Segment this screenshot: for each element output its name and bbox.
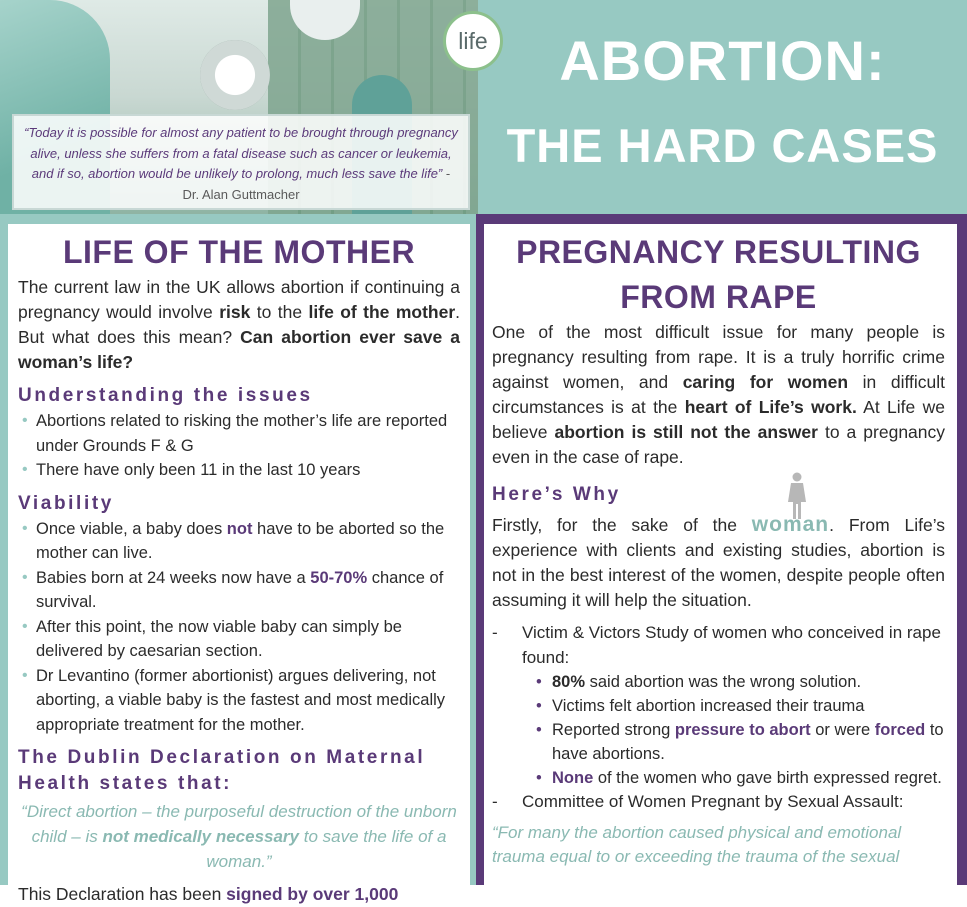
item-text: Once viable, a baby does: [36, 519, 227, 538]
intro-text: The current law in the UK allows abortion if continuing a pregnancy would involve: [18, 277, 460, 322]
intro-emphasis: abortion is still not the answer: [554, 422, 818, 442]
item-text: have to be aborted so the mother can live.: [36, 519, 445, 562]
item-text: chance of survival.: [36, 568, 444, 611]
finding-emphasis: 80%: [552, 673, 586, 691]
woman-icon: [786, 472, 808, 520]
signed-count: signed by over 1,000: [226, 884, 399, 904]
quote-text: “Today it is possible for almost any patient to be brought through pregnancy alive, unless she suffers from a fatal disease such as cancer or leukemia, and if so, abortion would be unlikely to prolong, much less save the life”: [24, 125, 458, 181]
signed-text: This Declaration has been: [18, 884, 227, 904]
intro-emphasis: caring for women: [682, 372, 849, 392]
left-column-content: [8, 224, 470, 904]
list-item: • Abortions related to risking the mother’s life are reported under Grounds F & G: [18, 409, 460, 458]
intro-text: . But what does this mean?: [18, 302, 461, 347]
section-heading-rape-line1: PREGNANCY RESULTING: [516, 234, 921, 270]
title-panel: [478, 0, 967, 214]
finding-text: or were: [810, 721, 875, 739]
intro-text: At Life we believe: [492, 397, 945, 442]
finding-text: to have abortions.: [552, 721, 944, 763]
heres-why-text: [492, 512, 945, 613]
item-text: Babies born at 24 weeks now have a: [36, 568, 311, 587]
understanding-list: [18, 409, 460, 483]
heres-why-heading: Here’s Why: [492, 484, 621, 505]
list-item: [18, 566, 460, 615]
list-item: • Victims felt abortion increased their trauma: [534, 694, 945, 718]
finding-emphasis: pressure to abort: [674, 721, 811, 739]
intro-life: life of the mother: [308, 302, 456, 322]
viability-list: [18, 517, 460, 738]
dublin-quote: [18, 799, 460, 874]
quote-emphasis: not medically necessary: [102, 827, 299, 846]
intro-emphasis: heart of Life’s work.: [684, 397, 857, 417]
list-item: [534, 670, 945, 694]
study-list: [492, 621, 945, 815]
list-item: [534, 718, 945, 766]
page-title-line1: ABORTION:: [559, 29, 886, 92]
header-photo: [0, 0, 478, 214]
committee-quote: “For many the abortion caused physical and emotional trauma equal to or exceeding the trauma of the sexual: [492, 822, 902, 866]
viability-heading: Viability: [18, 492, 114, 514]
list-item: [18, 517, 460, 566]
understanding-heading: Understanding the issues: [18, 385, 313, 406]
list-item: [492, 621, 945, 790]
right-column: [476, 214, 967, 885]
left-column: [0, 214, 478, 904]
finding-emphasis: None: [552, 769, 594, 787]
dublin-heading: The Dublin Declaration on Maternal Health states that:: [18, 747, 426, 794]
guttmacher-quote: [12, 114, 470, 210]
intro-risk: risk: [219, 302, 251, 322]
quote-text: to save the life of a woman.”: [206, 827, 447, 871]
why-text: Firstly, for the sake of the: [492, 515, 752, 535]
intro-text: to a pregnancy even in the case of rape.: [492, 422, 946, 467]
life-logo: [443, 11, 503, 71]
study-intro: Victim & Victors Study of women who conceived in rape found:: [522, 623, 941, 667]
intro-text: One of the most difficult issue for many people is pregnancy resulting from rape. It is a truly horrific crime against women, and: [492, 322, 945, 392]
logo-text: life: [458, 27, 488, 54]
intro-question: Can abortion ever save a woman’s life?: [18, 327, 461, 372]
quote-text: “Direct abortion – the purposeful destruction of the unborn child – is: [21, 802, 457, 846]
finding-text: said abortion was the wrong solution.: [585, 673, 862, 691]
section-heading-rape-line2: FROM RAPE: [620, 279, 817, 315]
item-emphasis: not: [226, 519, 253, 538]
finding-emphasis: forced: [874, 721, 926, 739]
list-item: • After this point, the now viable baby can simply be delivered by caesarian section.: [18, 615, 460, 664]
why-woman-word: woman: [751, 513, 830, 536]
list-item: • There have only been 11 in the last 10 years: [18, 458, 460, 483]
list-item: - Committee of Women Pregnant by Sexual Assault:: [492, 790, 945, 815]
item-emphasis: 50-70%: [310, 568, 368, 587]
life-of-mother-intro: [18, 275, 460, 375]
list-item: • Dr Levantino (former abortionist) argues delivering, not aborting, a viable baby is the fastest and most medically appropriate treatment for the mother.: [18, 664, 460, 738]
study-findings: [522, 670, 945, 790]
list-item: [534, 766, 945, 790]
finding-text: Reported strong: [552, 721, 675, 739]
intro-text: in difficult circumstances is at the: [492, 372, 945, 417]
photo-surgical-light: [200, 40, 270, 110]
section-heading-life-of-mother: LIFE OF THE MOTHER: [62, 234, 416, 270]
why-text: . From Life’s experience with clients and existing studies, abortion is not in the best interest of the women, despite people often assuming it will help the situation.: [492, 515, 946, 610]
quote-author: - Dr. Alan Guttmacher: [182, 166, 451, 202]
page-title-line2: THE HARD CASES: [506, 119, 939, 172]
finding-text: of the women who gave birth expressed regret.: [593, 769, 942, 787]
intro-text: to the: [250, 302, 309, 322]
right-column-content: [484, 224, 957, 885]
dublin-signed-text: [18, 882, 460, 907]
rape-intro: [492, 320, 945, 470]
